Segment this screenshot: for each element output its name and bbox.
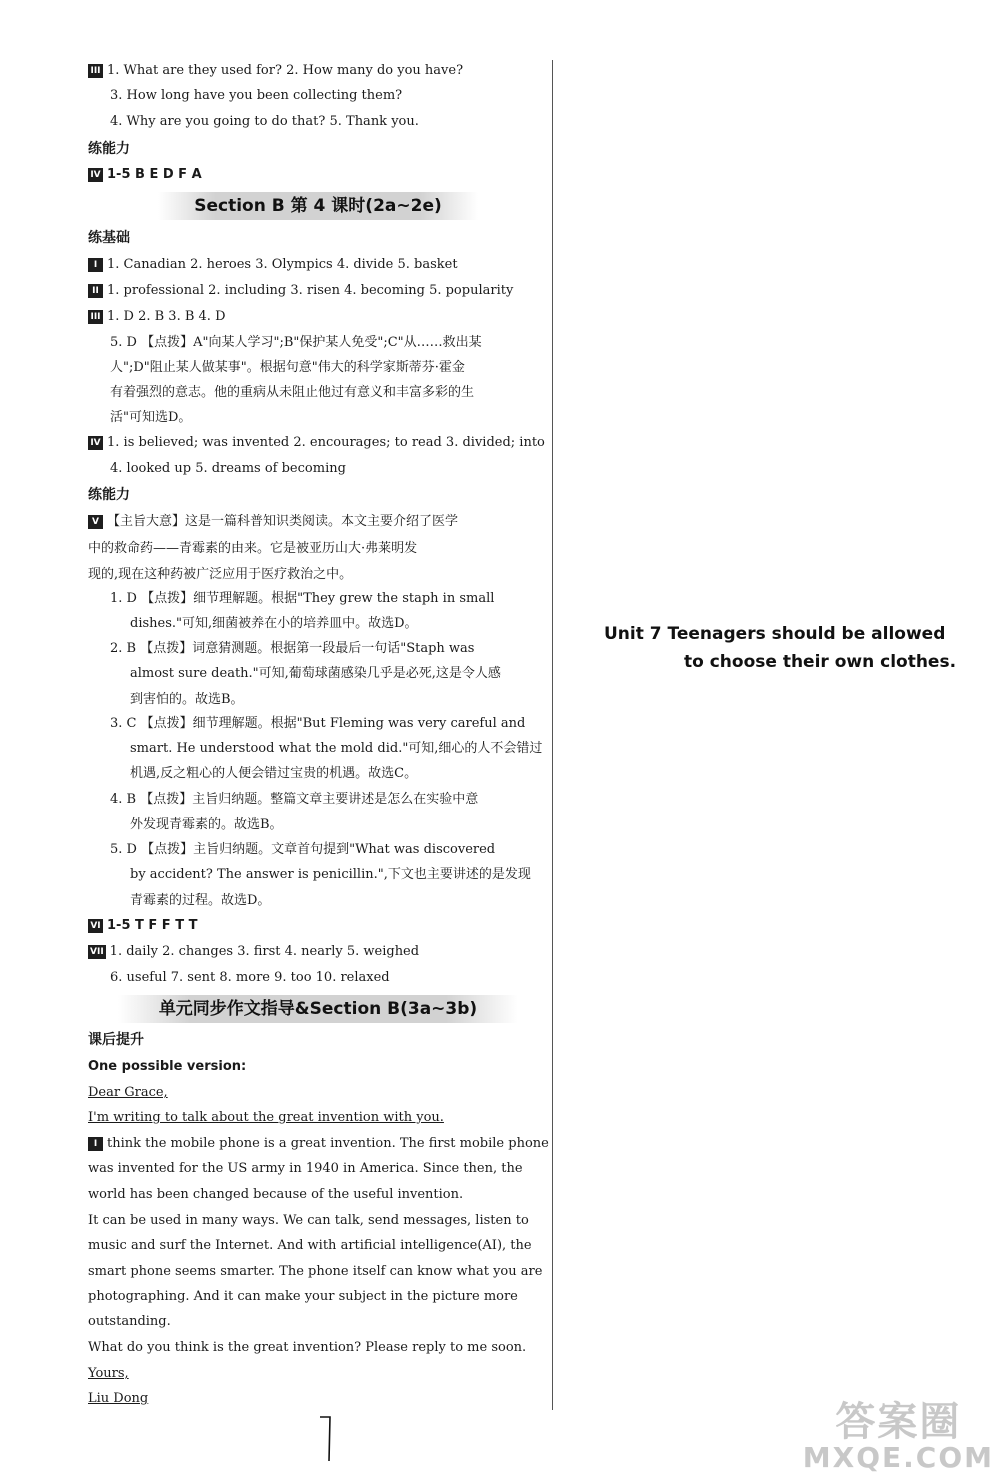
answer-text: 1. daily 2. changes 3. first 4. nearly 5. weighed [109, 944, 420, 959]
left-line: dishes."可知,细菌被养在小的培养皿中。故选D。 [130, 616, 418, 631]
answer-text: 【主旨大意】这是一篇科普知识类阅读。本文主要介绍了医学 [107, 514, 459, 529]
unit-title-line1: Unit 7 Teenagers should be allowed [604, 624, 946, 644]
watermark-top: 答案圈 [835, 1399, 962, 1445]
answer-text: 1. professional 2. including 3. risen 4. becoming 5. popularity [107, 283, 514, 298]
left-line: I'm writing to talk about the great invention with you. [88, 1110, 444, 1125]
left-line: 课后提升 [88, 1032, 144, 1048]
question-number-badge: IV [88, 168, 103, 182]
section-banner: 单元同步作文指导&Section B(3a~3b) [118, 995, 518, 1023]
left-line: 机遇,反之粗心的人便会错过宝贵的机遇。故选C。 [130, 766, 418, 781]
left-line: 练能力 [88, 141, 130, 157]
left-line: 外发现青霉素的。故选B。 [130, 817, 283, 832]
left-line [88, 430, 545, 455]
left-line: smart phone seems smarter. The phone itself can know what you are [88, 1264, 543, 1279]
question-number-badge: IV [88, 436, 103, 450]
column-divider [552, 60, 553, 1410]
left-line: It can be used in many ways. We can talk, send messages, listen to [88, 1213, 529, 1228]
left-line [88, 58, 463, 83]
left-line: 5. D 【点拨】A"向某人学习";B"保护某人免受";C"从……救出某 [110, 335, 482, 350]
left-line: Liu Dong [88, 1391, 149, 1406]
section-banner: Section B 第 4 课时(2a~2e) [158, 192, 478, 220]
left-line: What do you think is the great invention? Please reply to me soon. [88, 1340, 527, 1355]
left-line: photographing. And it can make your subject in the picture more [88, 1289, 518, 1304]
left-line [88, 939, 419, 964]
left-line: was invented for the US army in 1940 in America. Since then, the [88, 1161, 523, 1176]
left-line: 中的救命药——青霉素的由来。它是被亚历山大·弗莱明发 [88, 541, 418, 556]
left-line: 到害怕的。故选B。 [130, 692, 244, 707]
left-line: 练能力 [88, 487, 130, 503]
left-line: 有着强烈的意志。他的重病从未阻止他过有意义和丰富多彩的生 [110, 385, 475, 400]
answer-text: 1. What are they used for? 2. How many do you have? [107, 63, 464, 78]
watermark-bottom: MXQE.COM [802, 1441, 994, 1474]
left-line: Dear Grace, [88, 1085, 168, 1100]
question-number-badge: I [88, 258, 103, 272]
left-line: 3. How long have you been collecting them? [110, 88, 403, 103]
left-line: smart. He understood what the mold did."可知,细心的人不会错过 [130, 741, 543, 756]
left-line: 活"可知选D。 [110, 410, 192, 425]
left-line: 4. looked up 5. dreams of becoming [110, 461, 346, 476]
answer-text: 1. is believed; was invented 2. encourages; to read 3. divided; into [107, 435, 545, 450]
left-line: 5. D 【点拨】主旨归纳题。文章首句提到"What was discovered [110, 842, 496, 857]
left-line [88, 162, 202, 187]
left-line: 1. D 【点拨】细节理解题。根据"They grew the staph in small [110, 591, 495, 606]
left-line: 4. B 【点拨】主旨归纳题。整篇文章主要讲述是怎么在实验中意 [110, 792, 479, 807]
left-line: almost sure death."可知,葡萄球菌感染几乎是必死,这是令人感 [130, 666, 501, 681]
left-line [88, 1131, 549, 1156]
left-line: 6. useful 7. sent 8. more 9. too 10. relaxed [110, 970, 390, 985]
question-number-badge: II [88, 284, 103, 298]
left-line: outstanding. [88, 1314, 171, 1329]
left-line [88, 252, 458, 277]
left-line [88, 304, 226, 329]
answer-text: 1-5 B E D F A [107, 167, 202, 182]
left-line: 现的,现在这种药被广泛应用于医疗救治之中。 [88, 567, 353, 582]
question-number-badge: V [88, 515, 103, 529]
left-line [88, 278, 513, 303]
unit-title-line2: to choose their own clothes. [684, 652, 957, 672]
left-line: 青霉素的过程。故选D。 [130, 893, 271, 908]
question-number-badge: VII [90, 947, 104, 957]
answer-text: think the mobile phone is a great invention. The first mobile phone [107, 1136, 549, 1151]
answer-text: 1-5 T F F T T [107, 918, 198, 933]
left-line [88, 509, 458, 534]
left-line: music and surf the Internet. And with artificial intelligence(AI), the [88, 1238, 532, 1253]
left-line: 4. Why are you going to do that? 5. Thank you. [110, 114, 419, 129]
question-number-badge: III [88, 64, 103, 78]
left-line: by accident? The answer is penicillin.",下文也主要讲述的是发现 [130, 867, 531, 882]
question-number-badge: III [88, 310, 103, 324]
question-number-badge: I [88, 1137, 103, 1151]
left-line: 人";D"阻止某人做某事"。根据句意"伟大的科学家斯蒂芬·霍金 [110, 360, 465, 375]
answer-text: 1. Canadian 2. heroes 3. Olympics 4. divide 5. basket [107, 257, 458, 272]
left-line: 练基础 [88, 230, 130, 246]
pen-mark [318, 1415, 332, 1463]
left-line: 2. B 【点拨】词意猜测题。根据第一段最后一句话"Staph was [110, 641, 475, 656]
left-line [88, 913, 197, 938]
left-line: 3. C 【点拨】细节理解题。根据"But Fleming was very careful and [110, 716, 526, 731]
left-line: One possible version: [88, 1059, 247, 1074]
answer-text: 1. D 2. B 3. B 4. D [107, 309, 226, 324]
left-line: world has been changed because of the useful invention. [88, 1187, 464, 1202]
question-number-badge: VI [88, 919, 103, 933]
left-line: Yours, [88, 1366, 129, 1381]
watermark [802, 1399, 994, 1474]
